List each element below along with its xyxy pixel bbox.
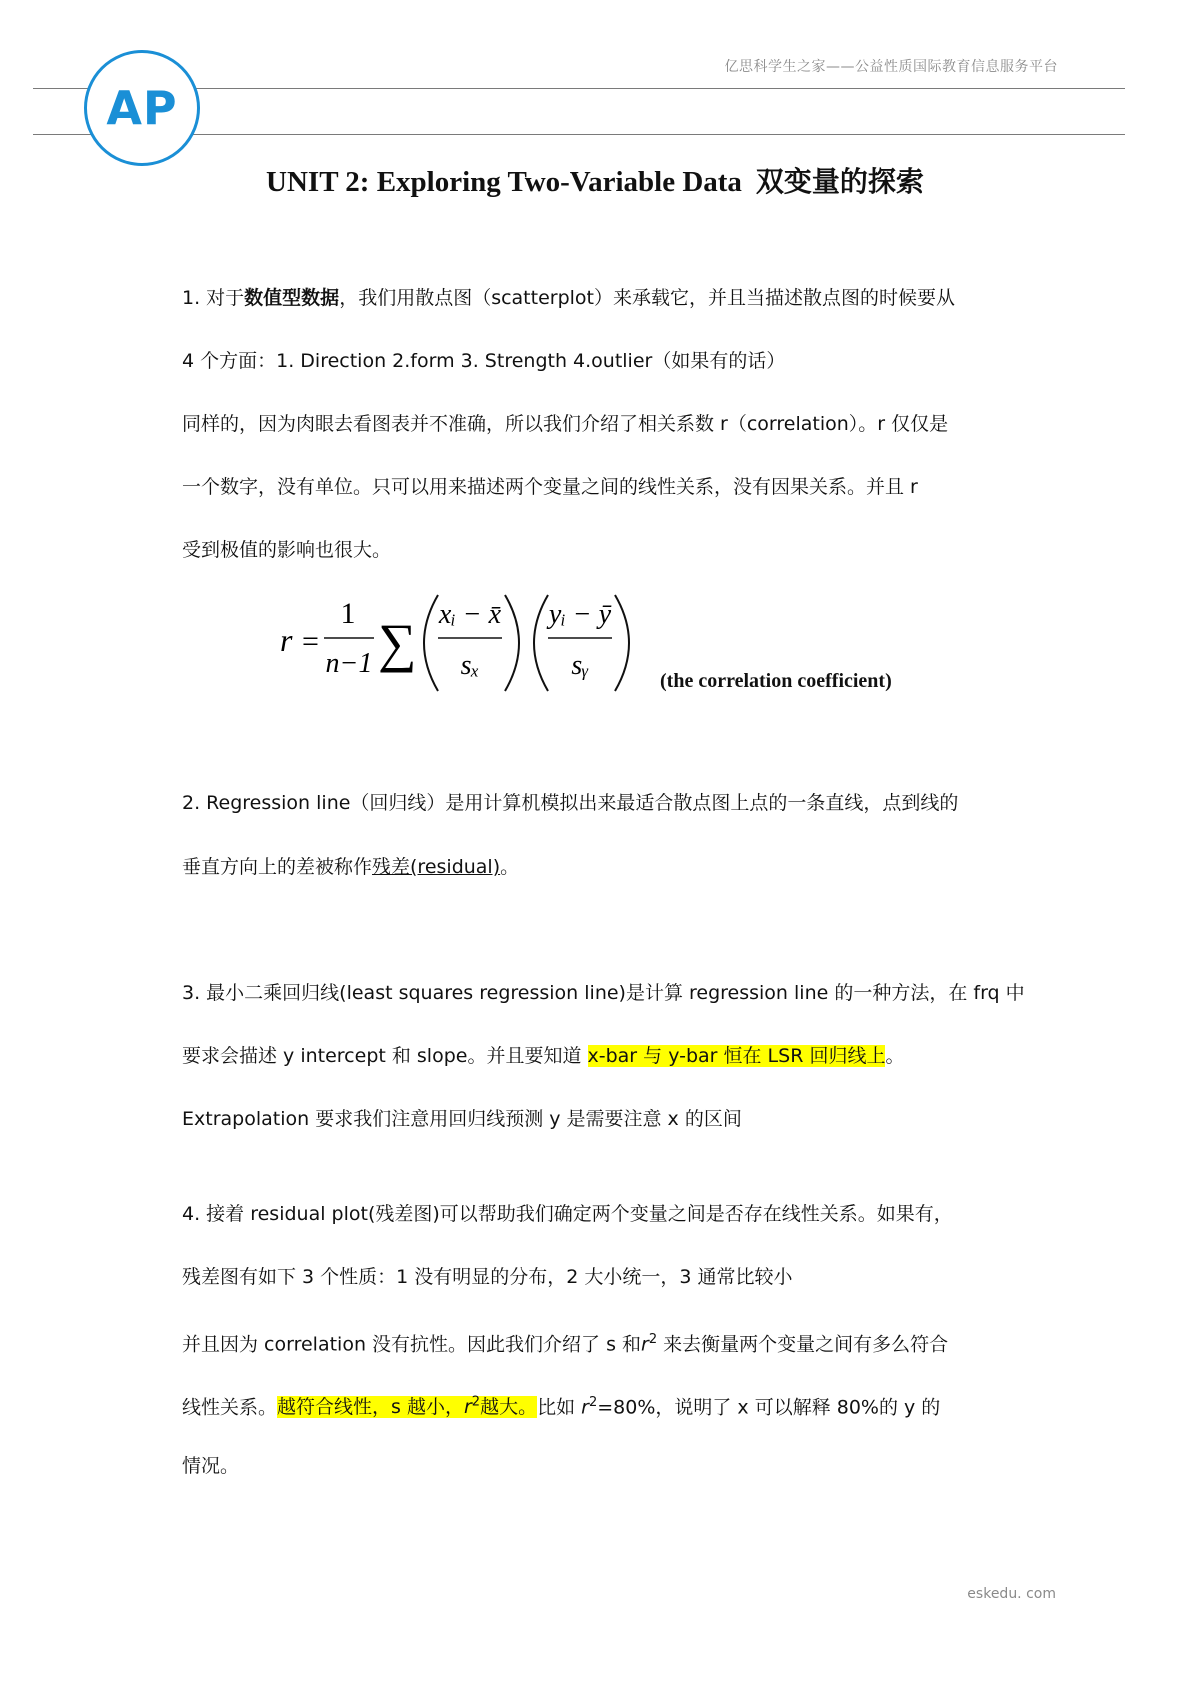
formula-frac-num: 1 xyxy=(340,597,356,630)
sec4-line1: 4. 接着 residual plot(残差图)可以帮助我们确定两个变量之间是否存在线性关系。如果有， xyxy=(182,1203,953,1225)
formula-paren-left-1 xyxy=(424,595,438,691)
sec4-r-sup: 2 xyxy=(588,1395,598,1410)
sec4-r: r xyxy=(581,1396,589,1419)
formula-r: r xyxy=(280,622,293,658)
sec4-line3-a: 并且因为 correlation 没有抗性。因此我们介绍了 s 和 xyxy=(182,1333,642,1356)
sec1-line2: 4 个方面：1. Direction 2.form 3. Strength 4.outlier（如果有的话） xyxy=(182,350,786,372)
header-rule-bottom xyxy=(33,134,1125,135)
r-symbol: r xyxy=(641,1333,649,1356)
sec2-line1: 2. Regression line（回归线）是用计算机模拟出来最适合散点图上点的一条直线，点到线的 xyxy=(182,792,959,814)
title-english: UNIT 2: Exploring Two-Variable Data xyxy=(266,166,742,198)
sec3-line2-c: 。 xyxy=(885,1045,905,1067)
formula-sum: ∑ xyxy=(378,613,417,673)
formula-paren-right-1 xyxy=(505,595,519,691)
formula-paren-left-2 xyxy=(534,595,548,691)
r-squared-exp: 2 xyxy=(648,1332,658,1347)
formula-x-num: xᵢ − x̄ xyxy=(438,599,502,630)
sec4-line4-b: 比如 xyxy=(537,1396,582,1419)
sec4-line2: 残差图有如下 3 个性质：1 没有明显的分布，2 大小统一，3 通常比较小 xyxy=(182,1266,793,1288)
formula-eq: = xyxy=(302,625,319,658)
sec3-line3: Extrapolation 要求我们注意用回归线预测 y 是需要注意 x 的区间 xyxy=(182,1108,742,1130)
sec4-highlight xyxy=(277,1396,537,1418)
sec2-line2 xyxy=(182,852,519,882)
sec4-line4-a: 线性关系。 xyxy=(182,1396,278,1419)
sec4-hl-b: 越大。 xyxy=(480,1396,538,1419)
formula-x-den: sₓ xyxy=(460,650,480,681)
sec4-line3 xyxy=(182,1325,948,1359)
formula-frac-den: n−1 xyxy=(325,648,373,679)
sec1-line1 xyxy=(182,283,955,313)
sec1-line1-a: 1. 对于 xyxy=(182,287,245,309)
sec2-line2-a: 垂直方向上的差被称作 xyxy=(182,856,373,878)
sec3-highlight: x-bar 与 y-bar 恒在 LSR 回归线上 xyxy=(587,1045,886,1067)
sec4-line4-c: =80%，说明了 x 可以解释 80%的 y 的 xyxy=(597,1396,941,1419)
sec1-line1-c: ，我们用散点图（scatterplot）来承载它，并且当描述散点图的时候要从 xyxy=(339,287,955,309)
sec2-line2-c: 。 xyxy=(500,856,520,878)
sec4-line5: 情况。 xyxy=(182,1455,240,1477)
sec3-line2 xyxy=(182,1041,904,1071)
sec1-line5: 受到极值的影响也很大。 xyxy=(182,539,392,561)
sec4-hl-sup: 2 xyxy=(471,1395,481,1410)
sec4-hl-r: r xyxy=(463,1396,472,1419)
footer-site: eskedu. com xyxy=(967,1586,1056,1602)
formula-y-den: sᵧ xyxy=(571,650,589,681)
sec1-line3: 同样的，因为肉眼去看图表并不准确，所以我们介绍了相关系数 r（correlation）。r 仅仅是 xyxy=(182,413,949,435)
title-chinese: 双变量的探索 xyxy=(755,165,924,198)
formula-y-num: yᵢ − ȳ xyxy=(548,599,612,630)
sec4-hl-a: 越符合线性，s 越小， xyxy=(277,1396,464,1419)
residual-term: 残差(residual) xyxy=(372,856,501,878)
sec1-line4: 一个数字，没有单位。只可以用来描述两个变量之间的线性关系，没有因果关系。并且 r xyxy=(182,476,918,498)
sec4-line3-b: 来去衡量两个变量之间有多么符合 xyxy=(657,1333,949,1356)
header-site-name: 亿思科学生之家——公益性质国际教育信息服务平台 xyxy=(724,59,1058,75)
sec4-line4 xyxy=(182,1388,940,1422)
sec3-line2-a: 要求会描述 y intercept 和 slope。并且要知道 xyxy=(182,1045,588,1067)
ap-logo-text: AP xyxy=(106,81,178,135)
formula-paren-right-2 xyxy=(615,595,629,691)
formula-note: (the correlation coefficient) xyxy=(660,670,892,692)
sec1-line1-bold: 数值型数据 xyxy=(244,287,340,309)
page-title xyxy=(0,160,1190,200)
sec3-line1: 3. 最小二乘回归线(least squares regression line)是计算 regression line 的一种方法，在 frq 中 xyxy=(182,982,1025,1004)
ap-logo xyxy=(84,50,200,166)
